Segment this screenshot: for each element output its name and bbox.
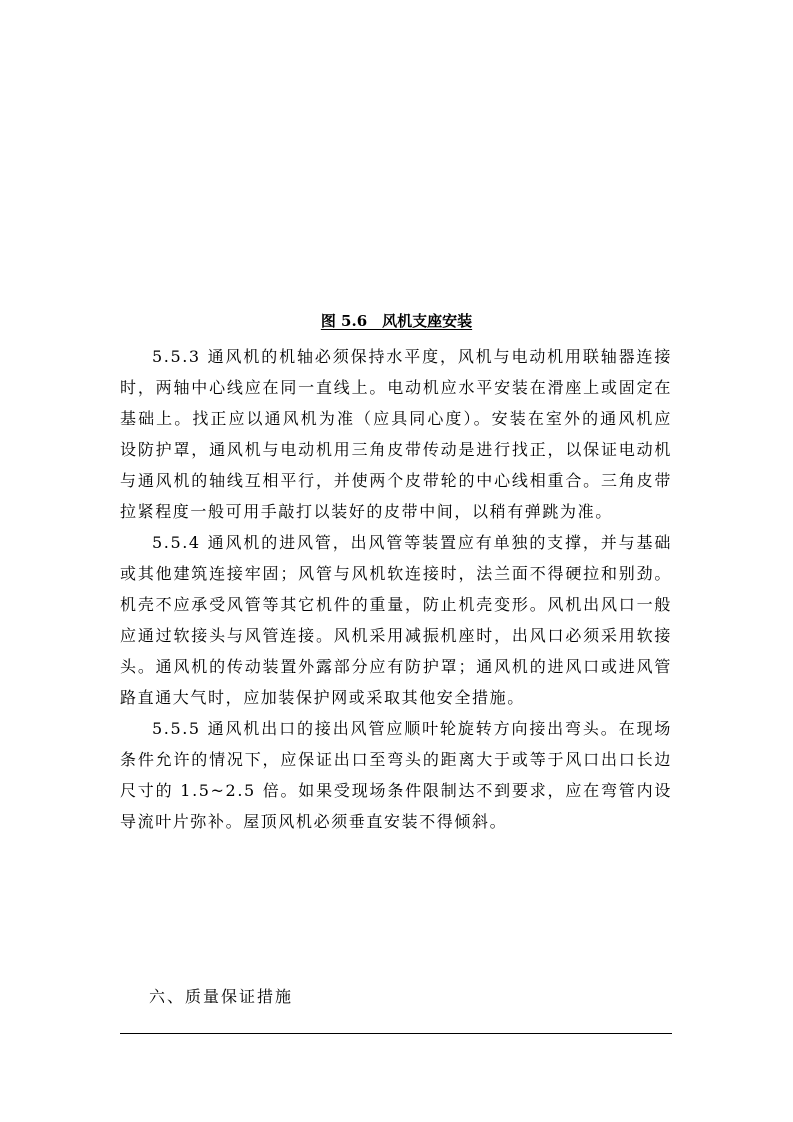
body-text bbox=[120, 341, 672, 837]
paragraph-5-5-5: 5.5.5 通风机出口的接出风管应顺叶轮旋转方向接出弯头。在现场条件允许的情况下，应保证出口至弯头的距离大于或等于风口出口长边尺寸的 1.5~2.5 倍。如果受现场条件限制达不到要求，应在弯管内设导流叶片弥补。屋顶风机必须垂直安装不得倾斜。 bbox=[120, 719, 672, 831]
paragraph-5-5-4: 5.5.4 通风机的进风管，出风管等装置应有单独的支撑，并与基础或其他建筑连接牢固；风管与风机软连接时，法兰面不得硬拉和别劲。机壳不应承受风管等其它机件的重量，防止机壳变形。风机出风口一般应通过软接头与风管连接。风机采用减振机座时，出风口必须采用软接头。通风机的传动装置外露部分应有防护罩；通风机的进风口或进风管路直通大气时，应加装保护网或采取其他安全措施。 bbox=[120, 533, 672, 707]
section-heading: 六、质量保证措施 bbox=[149, 987, 294, 1006]
figure-caption bbox=[0, 311, 793, 331]
footer-divider bbox=[120, 1033, 672, 1034]
paragraph-5-5-3: 5.5.3 通风机的机轴必须保持水平度，风机与电动机用联轴器连接时，两轴中心线应在同一直线上。电动机应水平安装在滑座上或固定在基础上。找正应以通风机为准（应具同心度）。安装在室外的通风机应设防护罩，通风机与电动机用三角皮带传动是进行找正，以保证电动机与通风机的轴线互相平行，并使两个皮带轮的中心线相重合。三角皮带拉紧程度一般可用手敲打以装好的皮带中间，以稍有弹跳为准。 bbox=[120, 347, 672, 521]
figure-caption-text: 图 5.6 风机支座安装 bbox=[320, 312, 473, 330]
